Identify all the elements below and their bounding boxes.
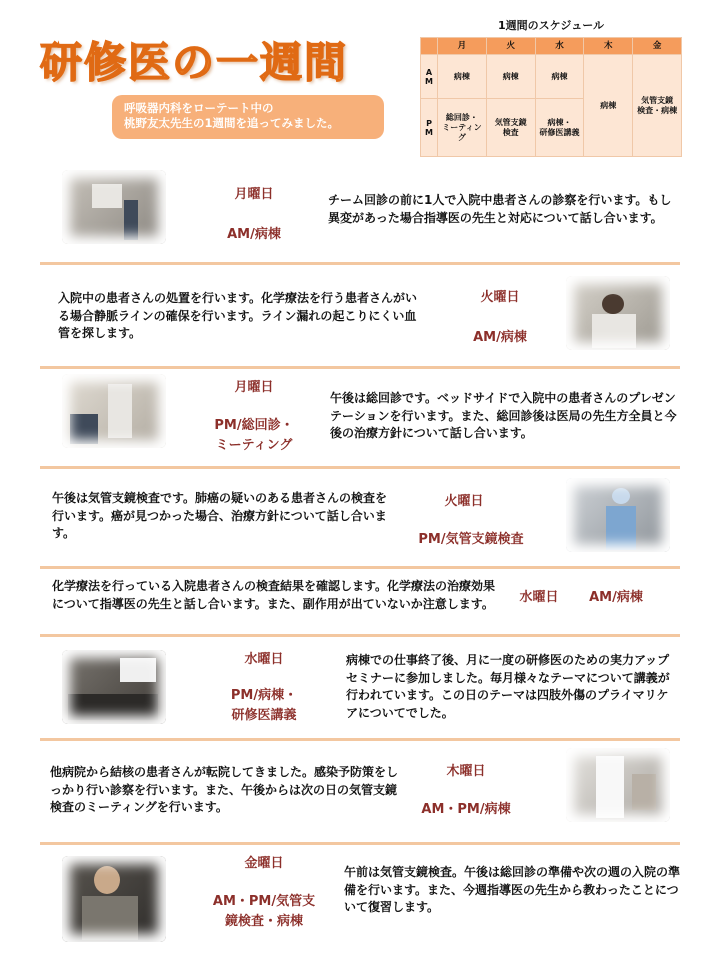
divider: [40, 738, 680, 741]
entry-slot: PM/病棟・ 研修医講義: [230, 688, 298, 723]
schedule-am-label: A M: [421, 55, 438, 99]
divider: [40, 262, 680, 265]
entry-text: 午後は総回診です。ベッドサイドで入院中の患者さんのプレゼンテーションを行います。また、総回診後は医局の先生方全員と今後の治療方針について話し合います。: [330, 391, 677, 440]
schedule-am-mon: 病棟: [438, 55, 487, 99]
schedule-am-wed: 病棟: [535, 55, 584, 99]
schedule-thu: 病棟: [584, 55, 633, 157]
entry-slot: PM/気管支鏡検査: [418, 532, 524, 547]
entry-slot: AM・PM/気管支 鏡検査・病棟: [212, 894, 316, 929]
schedule-pm-tue: 気管支鏡 検査: [486, 99, 535, 157]
schedule-corner: [421, 38, 438, 55]
entry-text: 他病院から結核の患者さんが転院してきました。感染予防策をしっかり行い診察を行います。また、午後からは次の日の気管支鏡検査のミーティングを行います。: [50, 765, 399, 814]
entry-slot: AM・PM/病棟: [421, 802, 511, 817]
schedule-day-wed: 水: [535, 38, 584, 55]
entry-text: チーム回診の前に1人で入院中患者さんの診察を行います。もし異変があった場合指導医の先生と対応について話し合います。: [328, 193, 672, 225]
entry-text: 入院中の患者さんの処置を行います。化学療法を行う患者さんがいる場合静脈ラインの確保を行います。ライン漏れの起こりにくい血管を探します。: [58, 291, 418, 340]
photo-wednesday-pm: [62, 650, 166, 724]
entry-day: 水曜日: [244, 652, 284, 667]
divider: [40, 466, 680, 469]
page-title: 研修医の一週間: [40, 38, 349, 87]
entry-day: 木曜日: [446, 764, 486, 779]
photo-tuesday-am: [566, 276, 670, 350]
entry-text: 病棟での仕事終了後、月に一度の研修医のための実力アップセミナーに参加しました。毎月様々なテーマについて講義が行われています。この日のテーマは四肢外傷のプライマリケアについてでした。: [346, 653, 670, 720]
entry-slot: PM/総回診・ ミーティング: [214, 418, 294, 453]
entry-day: 水曜日: [519, 590, 559, 605]
divider: [40, 366, 680, 369]
photo-thursday: [566, 748, 670, 822]
photo-friday: [62, 856, 166, 942]
entry-slot: AM/病棟: [227, 227, 281, 242]
divider: [40, 634, 680, 637]
schedule-table: [420, 37, 682, 157]
divider: [40, 842, 680, 845]
schedule-day-mon: 月: [438, 38, 487, 55]
photo-monday-am: [62, 170, 166, 244]
photo-monday-pm: [62, 374, 166, 448]
entry-slot: AM/病棟: [589, 590, 643, 605]
entry-text: 午後は気管支鏡検査です。肺癌の疑いのある患者さんの検査を行います。癌が見つかった場合、治療方針について話し合います。: [52, 491, 388, 540]
schedule-pm-label: P M: [421, 99, 438, 157]
divider: [40, 566, 680, 569]
schedule-day-tue: 火: [486, 38, 535, 55]
entry-day: 月曜日: [234, 380, 274, 395]
photo-tuesday-pm: [566, 478, 670, 552]
entry-day: 月曜日: [234, 187, 274, 202]
schedule-day-fri: 金: [633, 38, 682, 55]
entry-text: 午前は気管支鏡検査。午後は総回診の準備や次の週の入院の準備を行います。また、今週指導医の先生から教わったことについて復習します。: [344, 865, 681, 914]
entry-day: 金曜日: [244, 856, 284, 871]
entry-day: 火曜日: [444, 494, 484, 509]
schedule-title: 1週間のスケジュール: [498, 19, 604, 32]
schedule-am-tue: 病棟: [486, 55, 535, 99]
schedule-pm-mon: 総回診・ ミーティング: [438, 99, 487, 157]
entry-slot: AM/病棟: [473, 330, 527, 345]
entry-day: 火曜日: [480, 290, 520, 305]
schedule-pm-wed: 病棟・ 研修医講義: [535, 99, 584, 157]
schedule-day-thu: 木: [584, 38, 633, 55]
subtitle-text: 呼吸器内科をローテート中の 桃野友太先生の1週間を追ってみました。: [124, 101, 339, 130]
subtitle-banner: [112, 95, 384, 139]
schedule-fri: 気管支鏡 検査・病棟: [633, 55, 682, 157]
entry-text: 化学療法を行っている入院患者さんの検査結果を確認します。化学療法の治療効果について指導医の先生と話し合います。また、副作用が出ていないか注意します。: [52, 579, 496, 611]
